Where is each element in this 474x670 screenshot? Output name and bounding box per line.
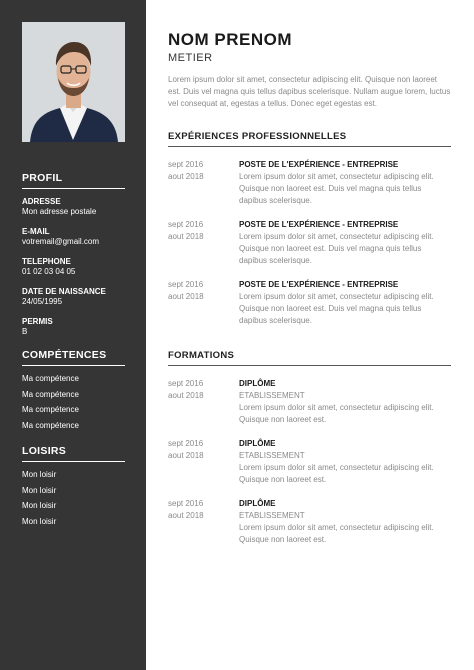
license-value: B bbox=[22, 327, 28, 336]
education-school: ETABLISSEMENT bbox=[239, 511, 305, 520]
profile-address bbox=[22, 197, 125, 217]
job-title: METIER bbox=[168, 52, 213, 64]
experience-position: POSTE DE L'EXPÉRIENCE - ENTREPRISE bbox=[239, 280, 399, 289]
skill-item: Ma compétence bbox=[22, 420, 79, 430]
education-degree: DIPLÔME bbox=[239, 439, 276, 448]
education-body bbox=[239, 498, 451, 546]
education-degree: DIPLÔME bbox=[239, 499, 276, 508]
education-title: FORMATIONS bbox=[168, 350, 451, 366]
experience-title: EXPÉRIENCES PROFESSIONNELLES bbox=[168, 131, 451, 147]
hobbies-title: LOISIRS bbox=[22, 445, 125, 462]
date-end: aout 2018 bbox=[168, 292, 204, 301]
date-start: sept 2016 bbox=[168, 280, 204, 289]
experience-dates bbox=[168, 159, 236, 183]
profile-license bbox=[22, 317, 125, 337]
birthdate-label: DATE DE NAISSANCE bbox=[22, 287, 106, 296]
education-description: Lorem ipsum dolor sit amet, consectetur adipiscing elit. Quisque non laoreet est. bbox=[239, 403, 434, 424]
experience-dates bbox=[168, 279, 236, 303]
experience-description: Lorem ipsum dolor sit amet, consectetur adipiscing elit. Quisque non laoreet est. Duis vel magna quis tellus dapibus scelerisque. bbox=[239, 232, 434, 265]
skill-item: Ma compétence bbox=[22, 405, 79, 414]
education-dates bbox=[168, 498, 236, 522]
date-end: aout 2018 bbox=[168, 391, 204, 400]
profile-phone bbox=[22, 257, 125, 277]
education-dates bbox=[168, 378, 236, 402]
phone-label: TELEPHONE bbox=[22, 257, 71, 266]
email-value: votremail@gmail.com bbox=[22, 237, 100, 246]
education-dates bbox=[168, 438, 236, 462]
profile-email bbox=[22, 227, 125, 247]
profile-title: PROFIL bbox=[22, 172, 125, 189]
hobby-item: Mon loisir bbox=[22, 470, 57, 479]
address-label: ADRESSE bbox=[22, 197, 61, 206]
experience-body bbox=[239, 159, 451, 207]
experience-body bbox=[239, 279, 451, 327]
hobbies-section bbox=[22, 445, 125, 532]
phone-value: 01 02 03 04 05 bbox=[22, 267, 76, 276]
date-end: aout 2018 bbox=[168, 232, 204, 241]
date-start: sept 2016 bbox=[168, 439, 204, 448]
full-name: NOM PRENOM bbox=[168, 30, 292, 49]
education-degree: DIPLÔME bbox=[239, 379, 276, 388]
education-school: ETABLISSEMENT bbox=[239, 451, 305, 460]
education-description: Lorem ipsum dolor sit amet, consectetur adipiscing elit. Quisque non laoreet est. bbox=[239, 523, 434, 544]
date-start: sept 2016 bbox=[168, 499, 204, 508]
date-end: aout 2018 bbox=[168, 172, 204, 181]
intro-paragraph: Lorem ipsum dolor sit amet, consectetur adipiscing elit. Quisque non laoreet est. Duis vel magna quis tellus dapibus scelerisque. Nullam augue lorem, luctus vel consequat at, egestas a tellus. Donec eget egestas est. bbox=[168, 75, 451, 108]
profile-section bbox=[22, 172, 125, 347]
profile-photo bbox=[22, 22, 125, 142]
experience-body bbox=[239, 219, 451, 267]
skill-item: Ma compétence bbox=[22, 389, 79, 399]
education-body bbox=[239, 438, 451, 486]
education-description: Lorem ipsum dolor sit amet, consectetur adipiscing elit. Quisque non laoreet est. bbox=[239, 463, 434, 484]
skills-title: COMPÉTENCES bbox=[22, 349, 125, 366]
person-portrait-image bbox=[22, 22, 125, 142]
license-label: PERMIS bbox=[22, 317, 53, 326]
address-value: Mon adresse postale bbox=[22, 207, 97, 216]
profile-birthdate bbox=[22, 287, 125, 307]
date-start: sept 2016 bbox=[168, 220, 204, 229]
birthdate-value: 24/05/1995 bbox=[22, 297, 63, 306]
hobby-item: Mon loisir bbox=[22, 501, 57, 510]
email-label: E-MAIL bbox=[22, 227, 50, 236]
date-start: sept 2016 bbox=[168, 379, 204, 388]
date-end: aout 2018 bbox=[168, 511, 204, 520]
education-school: ETABLISSEMENT bbox=[239, 391, 305, 400]
hobby-item: Mon loisir bbox=[22, 485, 57, 495]
experience-position: POSTE DE L'EXPÉRIENCE - ENTREPRISE bbox=[239, 160, 399, 169]
skills-section bbox=[22, 349, 125, 436]
experience-position: POSTE DE L'EXPÉRIENCE - ENTREPRISE bbox=[239, 220, 399, 229]
hobby-item: Mon loisir bbox=[22, 516, 57, 526]
experience-description: Lorem ipsum dolor sit amet, consectetur adipiscing elit. Quisque non laoreet est. Duis vel magna quis tellus dapibus scelerisque. bbox=[239, 172, 434, 205]
education-body bbox=[239, 378, 451, 426]
experience-dates bbox=[168, 219, 236, 243]
date-start: sept 2016 bbox=[168, 160, 204, 169]
skill-item: Ma compétence bbox=[22, 374, 79, 383]
date-end: aout 2018 bbox=[168, 451, 204, 460]
sidebar bbox=[0, 0, 146, 670]
experience-description: Lorem ipsum dolor sit amet, consectetur adipiscing elit. Quisque non laoreet est. Duis vel magna quis tellus dapibus scelerisque. bbox=[239, 292, 434, 325]
